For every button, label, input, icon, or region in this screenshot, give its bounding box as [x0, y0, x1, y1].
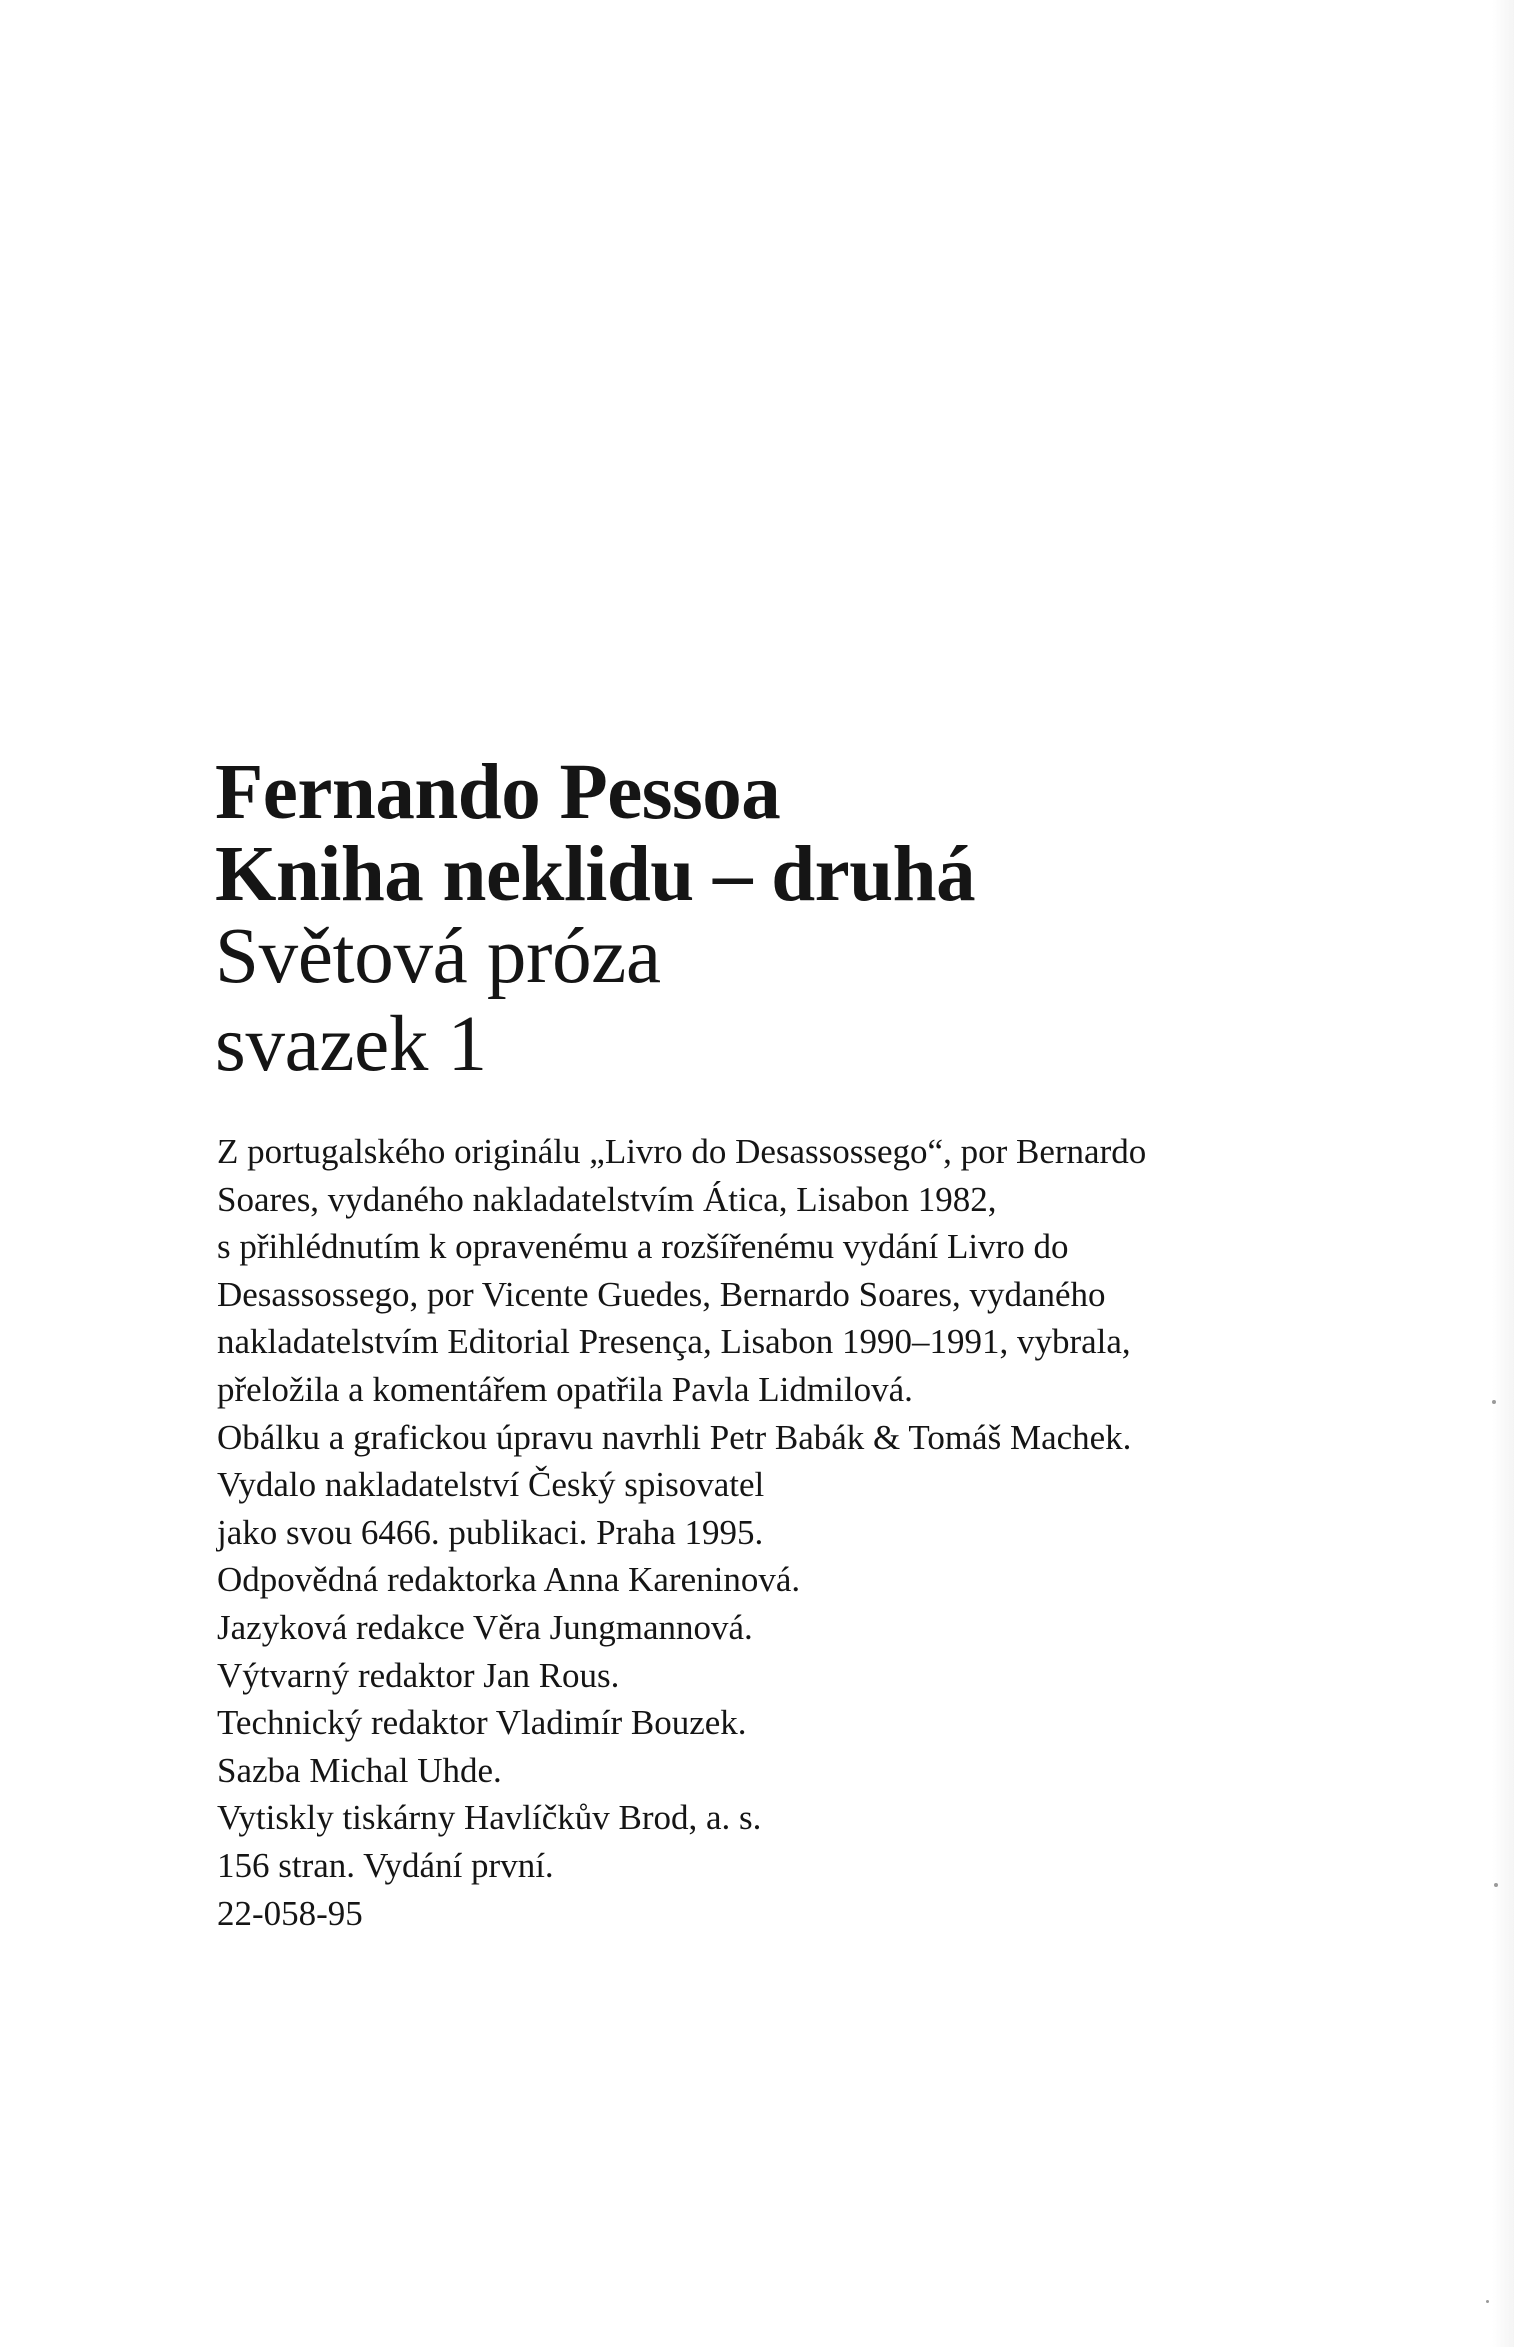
author-name: Fernando Pessoa: [215, 749, 781, 836]
colophon-line: Vydalo nakladatelství Český spisovatel: [217, 1465, 765, 1505]
colophon-line: 22-058-95: [217, 1893, 363, 1933]
colophon-line: Vytiskly tiskárny Havlíčkův Brod, a. s.: [217, 1798, 762, 1838]
series-name: Světová próza: [215, 913, 661, 1000]
title-block: [215, 749, 1365, 1088]
colophon-line: Technický redaktor Vladimír Bouzek.: [217, 1703, 747, 1743]
colophon-line: 156 stran. Vydání první.: [217, 1845, 554, 1885]
colophon-line: s přihlédnutím k opravenému a rozšířenému vydání Livro do: [217, 1227, 1069, 1267]
colophon-line: nakladatelstvím Editorial Presença, Lisabon 1990–1991, vybrala,: [217, 1322, 1131, 1362]
colophon: [217, 1128, 1367, 1937]
scan-speck: [1494, 1883, 1498, 1887]
colophon-line: přeložila a komentářem opatřila Pavla Lidmilová.: [217, 1369, 913, 1409]
page-edge-shadow: [1492, 0, 1514, 2347]
colophon-line: Jazyková redakce Věra Jungmannová.: [217, 1607, 753, 1647]
scan-speck: [1486, 2300, 1489, 2303]
colophon-line: Desassossego, por Vicente Guedes, Bernardo Soares, vydaného: [217, 1274, 1106, 1314]
colophon-line: Obálku a grafickou úpravu navrhli Petr Babák & Tomáš Machek.: [217, 1417, 1132, 1457]
colophon-line: Výtvarný redaktor Jan Rous.: [217, 1655, 620, 1695]
colophon-line: Soares, vydaného nakladatelstvím Ática, Lisabon 1982,: [217, 1179, 997, 1219]
colophon-line: Odpovědná redaktorka Anna Kareninová.: [217, 1560, 801, 1600]
colophon-line: jako svou 6466. publikaci. Praha 1995.: [217, 1512, 764, 1552]
volume-number: svazek 1: [215, 1001, 487, 1088]
scan-speck: [1492, 1400, 1496, 1404]
colophon-line: Sazba Michal Uhde.: [217, 1750, 502, 1790]
colophon-line: Z portugalského originálu „Livro do Desassossego“, por Bernardo: [217, 1132, 1147, 1171]
book-title: Kniha neklidu – druhá: [215, 831, 976, 918]
